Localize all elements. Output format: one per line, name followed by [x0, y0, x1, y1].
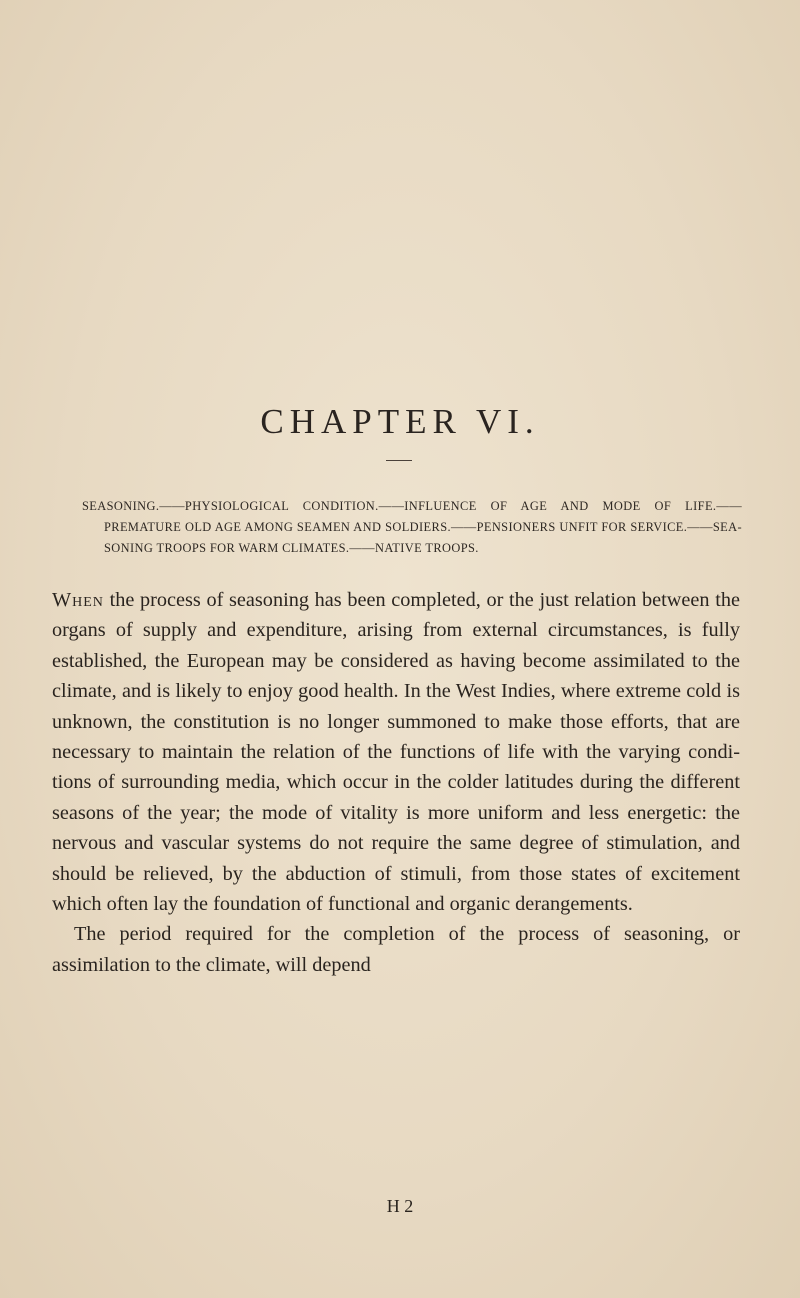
body-text	[52, 585, 740, 980]
chapter-synopsis: SEASONING.——PHYSIOLOGICAL CONDITION.——INFLUENCE OF AGE AND MODE OF LIFE.——PREMATURE OLD AGE AMONG SEAMEN AND SOLDIERS.——PENSIONERS UNFIT FOR SERVICE.——SEA-SONING TROOPS FOR WARM CLIMATES.——NATIVE TROOPS.	[82, 499, 742, 555]
title-rule	[386, 460, 412, 461]
signature-mark: H 2	[386, 1196, 414, 1216]
paragraph-2: The period required for the completion of the process of seasoning, or assimilation to the climate, will depend	[52, 923, 740, 976]
paragraph-lead-word: When	[52, 589, 104, 611]
paragraph-1-text: the process of seasoning has been completed, or the just relation between the organs of supply and expenditure, arising from external circumstances, is fully established, the European may be considered as having become assimilated to the climate, and is likely to enjoy good health. In the West Indies, where extreme cold is unknown, the constitution is no longer summoned to make those efforts, that are necessary to maintain the relation of the functions of life with the varying condi-tions of surrounding media, which occur in the colder latitudes during the different seasons of the year; the mode of vitality is more uniform and less energetic: the nervous and vascular systems do not require the same degree of stimulation, and should be relieved, by the abduction of stimuli, from those states of excitement which often lay the foundation of functional and organic derangements.	[52, 589, 740, 916]
chapter-title: CHAPTER VI.	[260, 402, 540, 441]
paragraph-1	[52, 585, 740, 919]
